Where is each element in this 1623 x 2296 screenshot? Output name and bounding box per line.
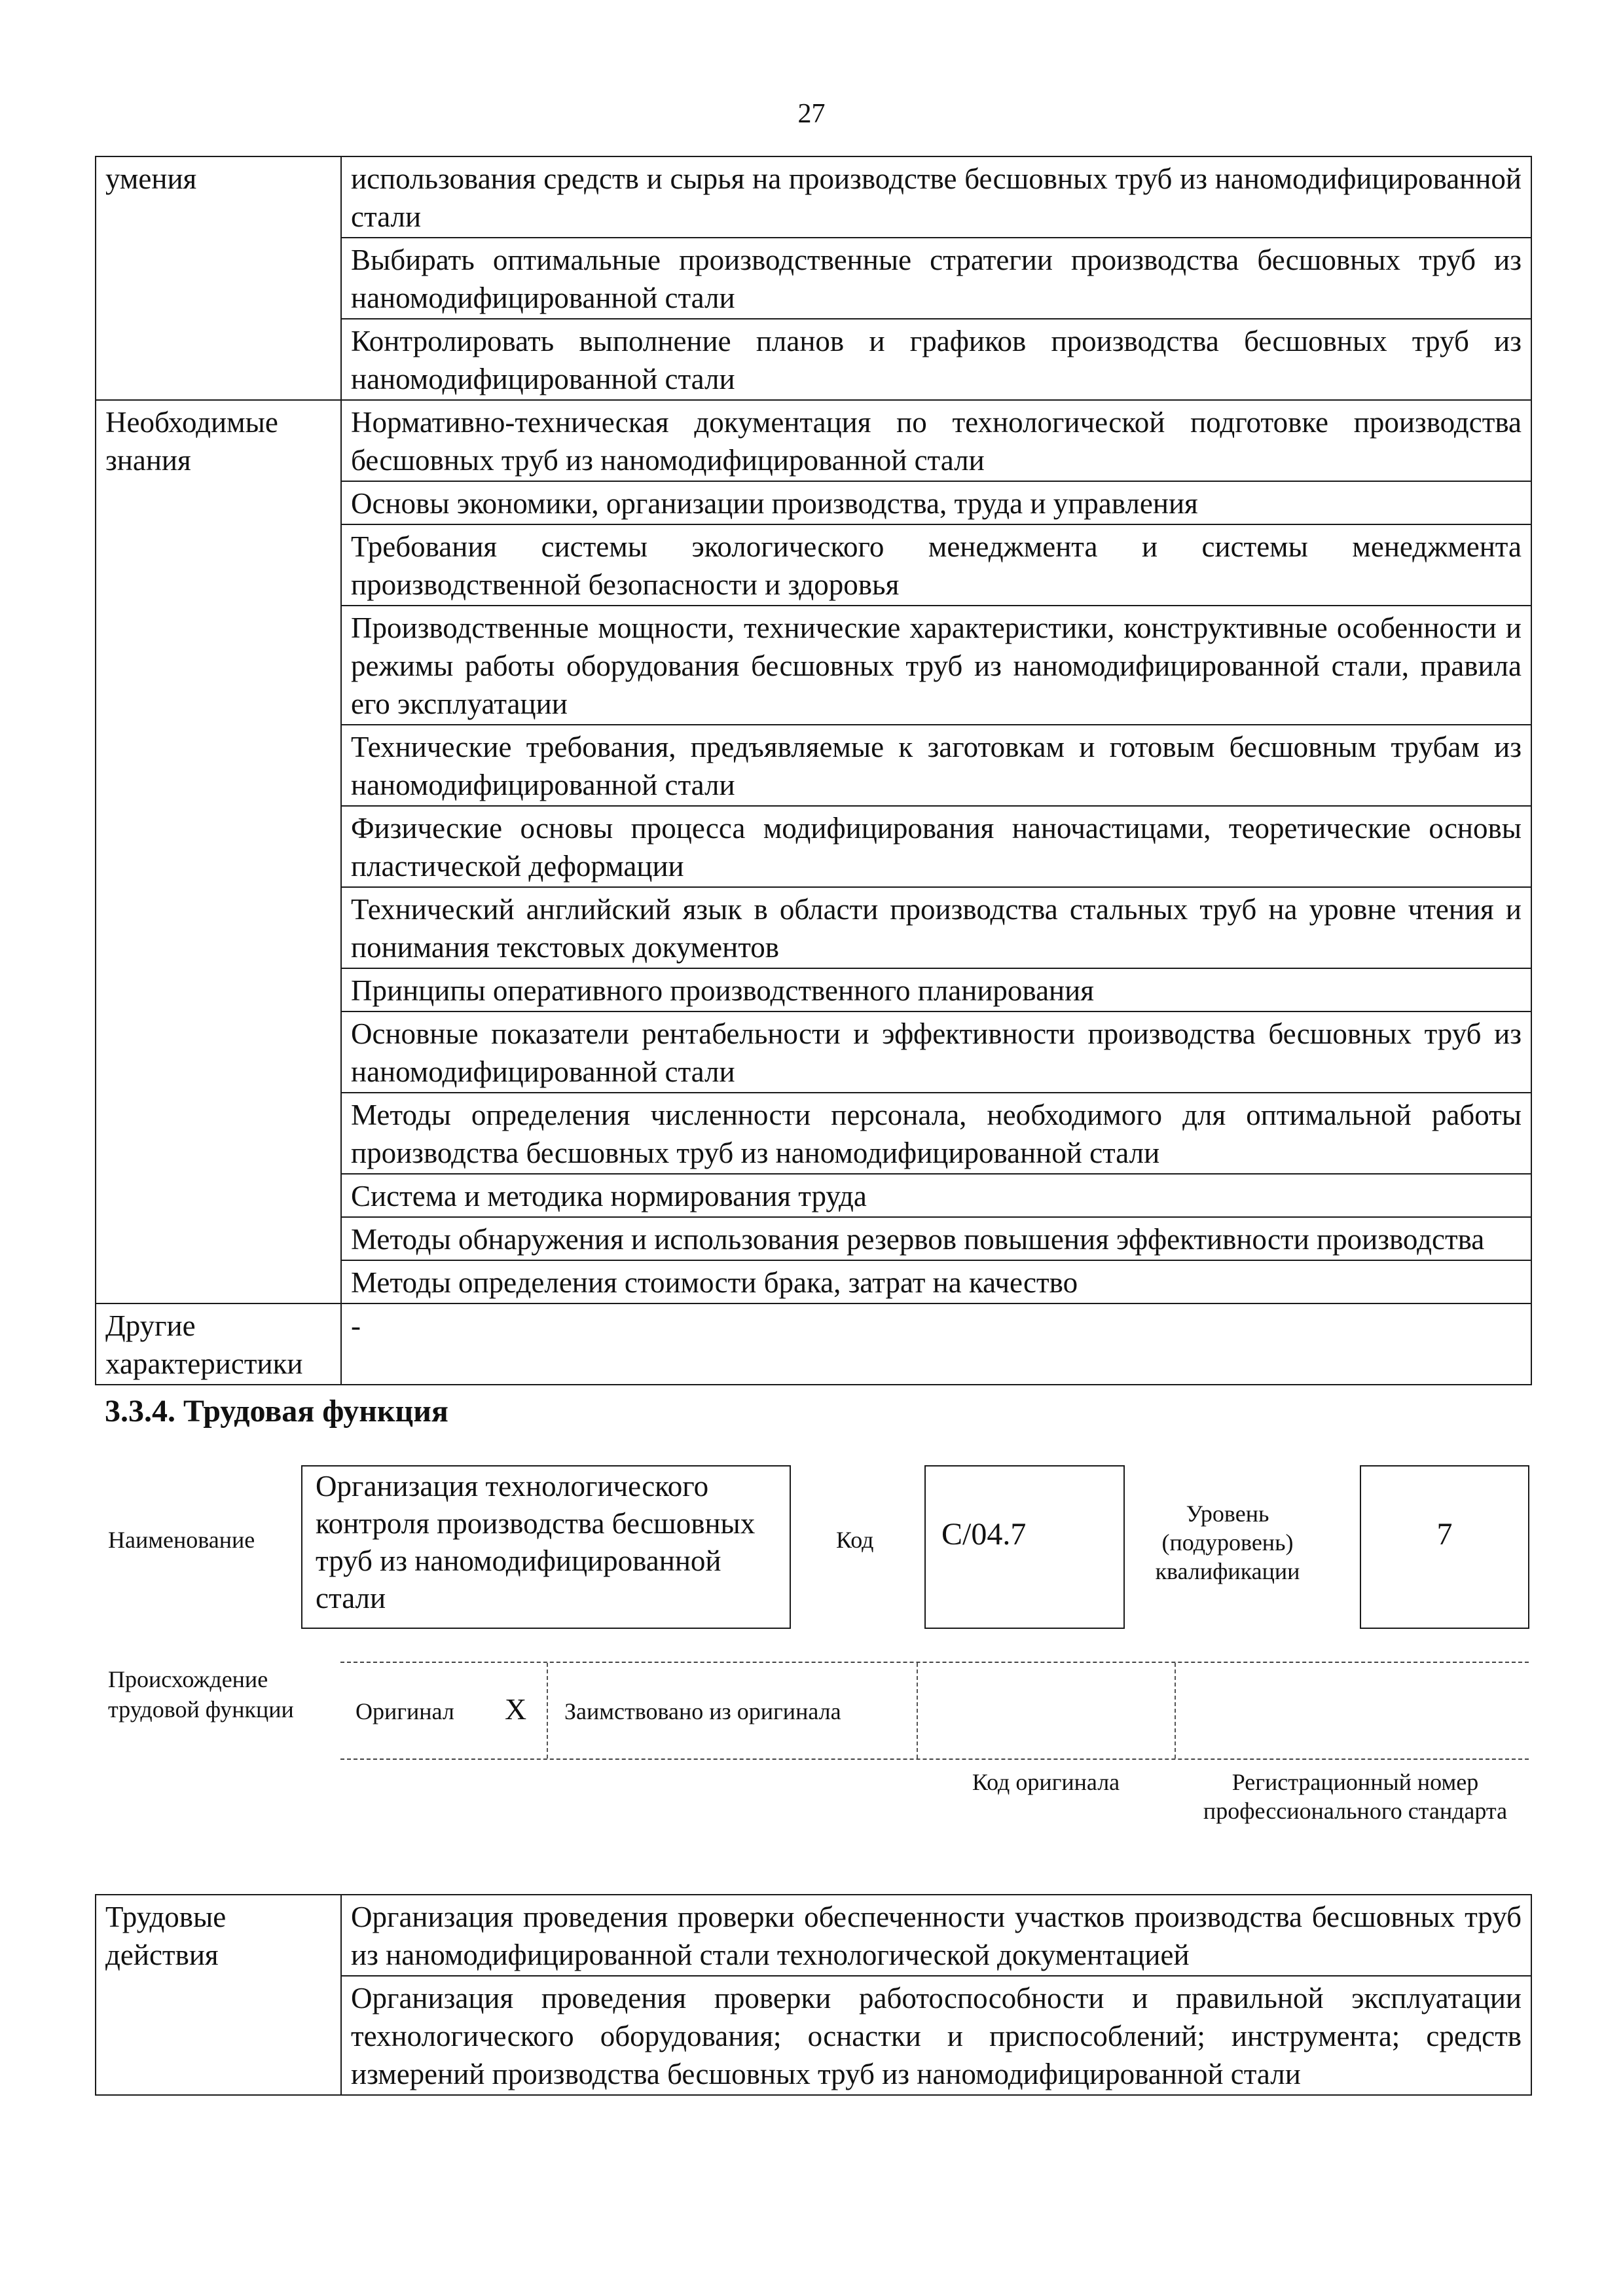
list-item: - xyxy=(341,1303,1531,1385)
borrowed-label: Заимствовано из оригинала xyxy=(564,1698,841,1724)
row-label-other: Другие характеристики xyxy=(96,1303,341,1385)
name-label: Наименование xyxy=(108,1527,255,1553)
level-value: 7 xyxy=(1436,1517,1453,1552)
list-item: Организация проведения проверки работоспособности и правильной эксплуатации технологического оборудования; оснастки и приспособлений; инструмента; средств измерений производства бесшовных труб из наномодифицированной стали xyxy=(341,1976,1531,2095)
list-item: Основы экономики, организации производства, труда и управления xyxy=(341,481,1531,524)
list-item: Система и методика нормирования труда xyxy=(341,1174,1531,1217)
level-label: Уровень (подуровень) квалификации xyxy=(1155,1501,1300,1584)
level-value-box xyxy=(1360,1465,1529,1629)
skills-knowledge-table xyxy=(95,156,1532,1385)
code-original-label: Код оригинала xyxy=(972,1769,1120,1795)
original-label: Оригинал xyxy=(356,1698,454,1724)
list-item: Методы определения стоимости брака, затрат на качество xyxy=(341,1260,1531,1303)
list-item: Выбирать оптимальные производственные стратегии производства бесшовных труб из наномодифицированной стали xyxy=(341,238,1531,319)
origin-divider xyxy=(1175,1663,1176,1758)
list-item: использования средств и сырья на производстве бесшовных труб из наномодифицированной стали xyxy=(341,156,1531,238)
row-label-knowledge: Необходимые знания xyxy=(96,400,341,1303)
code-value-box xyxy=(924,1465,1125,1629)
list-item: Требования системы экологического менеджмента и системы менеджмента производственной безопасности и здоровья xyxy=(341,524,1531,606)
origin-label: Происхождение трудовой функции xyxy=(108,1666,294,1722)
origin-divider xyxy=(917,1663,918,1758)
list-item: Принципы оперативного производственного планирования xyxy=(341,968,1531,1011)
list-item: Производственные мощности, технические характеристики, конструктивные особенности и режимы работы оборудования бесшовных труб из наномодифицированной стали, правила его эксплуатации xyxy=(341,606,1531,725)
section-title: 3.3.4. Трудовая функция xyxy=(105,1394,448,1429)
reg-number-label: Регистрационный номер профессионального стандарта xyxy=(1203,1769,1508,1824)
table-row xyxy=(96,400,1531,481)
table-row xyxy=(96,1303,1531,1385)
origin-bottom-border xyxy=(340,1758,1529,1760)
table-row xyxy=(96,1895,1531,1976)
row-label-skills: умения xyxy=(96,156,341,400)
name-value-box xyxy=(301,1465,791,1629)
origin-top-border xyxy=(340,1662,1529,1663)
table-row xyxy=(96,156,1531,238)
row-label-actions: Трудовые действия xyxy=(96,1895,341,2095)
work-actions-table xyxy=(95,1894,1532,2096)
origin-divider xyxy=(547,1663,548,1758)
list-item: Основные показатели рентабельности и эффективности производства бесшовных труб из наномодифицированной стали xyxy=(341,1011,1531,1093)
function-name: Организация технологического контроля производства бесшовных труб из наномодифицированной стали xyxy=(316,1470,756,1614)
list-item: Контролировать выполнение планов и графиков производства бесшовных труб из наномодифицированной стали xyxy=(341,319,1531,400)
list-item: Организация проведения проверки обеспеченности участков производства бесшовных труб из наномодифицированной стали технологической документацией xyxy=(341,1895,1531,1976)
list-item: Методы обнаружения и использования резервов повышения эффективности производства xyxy=(341,1217,1531,1260)
original-mark: X xyxy=(505,1692,527,1726)
list-item: Нормативно-техническая документация по технологической подготовке производства бесшовных труб из наномодифицированной стали xyxy=(341,400,1531,481)
list-item: Технический английский язык в области производства стальных труб на уровне чтения и понимания текстовых документов xyxy=(341,887,1531,968)
code-value: C/04.7 xyxy=(941,1517,1027,1552)
list-item: Методы определения численности персонала, необходимого для оптимальной работы производства бесшовных труб из наномодифицированной стали xyxy=(341,1093,1531,1174)
code-label: Код xyxy=(836,1527,874,1553)
list-item: Физические основы процесса модифицирования наночастицами, теоретические основы пластической деформации xyxy=(341,806,1531,887)
page-number: 27 xyxy=(797,99,826,129)
list-item: Технические требования, предъявляемые к заготовкам и готовым бесшовным трубам из наномодифицированной стали xyxy=(341,725,1531,806)
